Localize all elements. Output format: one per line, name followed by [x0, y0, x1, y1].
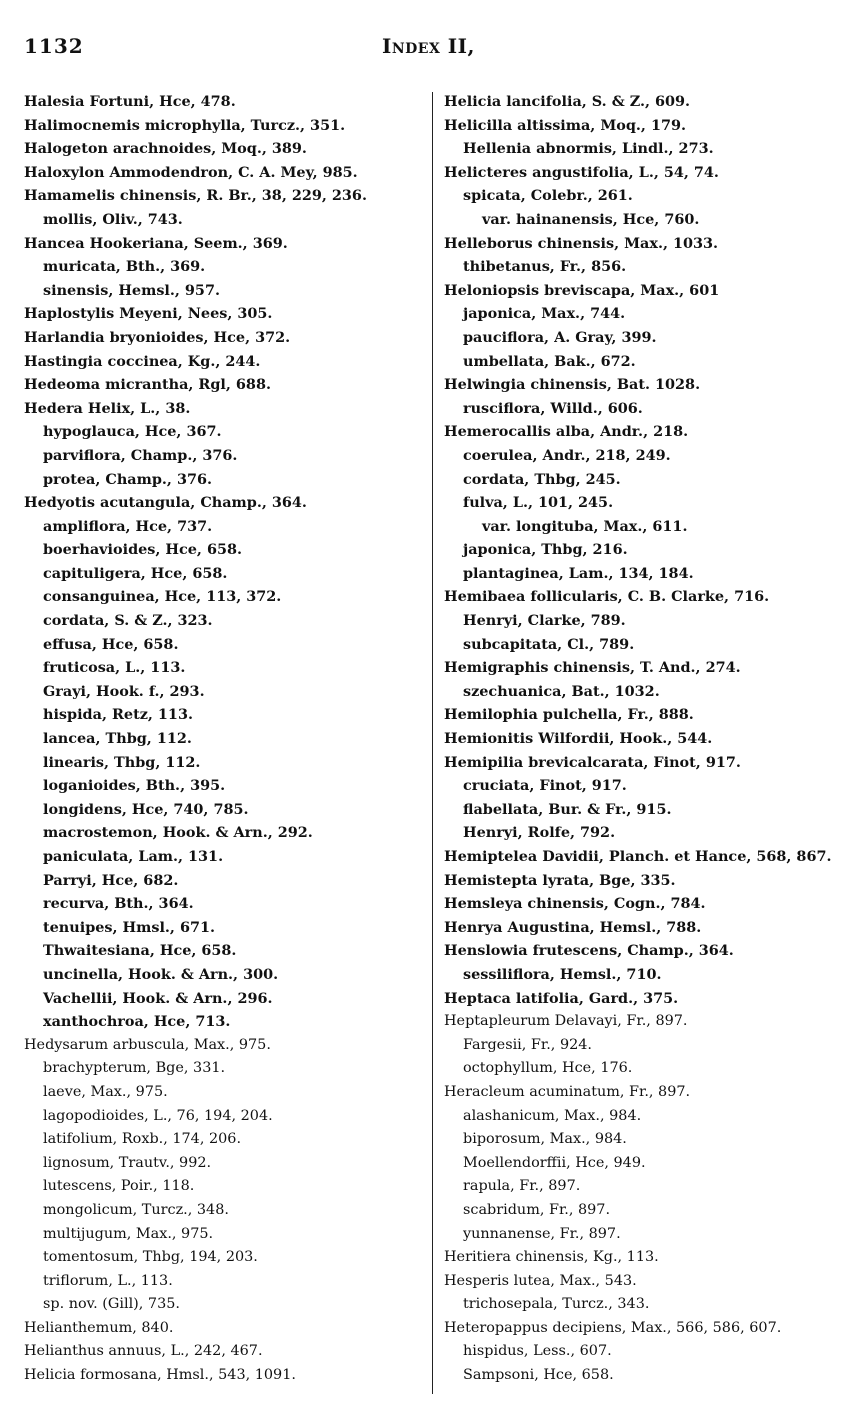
index-subentry: protea, Champ., 376. [43, 470, 212, 488]
index-entry: Hemigraphis chinensis, T. And., 274. [444, 659, 741, 677]
index-entry: Halogeton arachnoides, Moq., 389. [24, 140, 307, 158]
index-entry: Hamamelis chinensis, R. Br., 38, 229, 236. [24, 187, 367, 205]
index-entry: Hancea Hookeriana, Seem., 369. [24, 234, 288, 252]
index-subentry: latifolium, Roxb., 174, 206. [43, 1131, 242, 1148]
index-subentry: hypoglauca, Hce, 367. [43, 423, 222, 441]
index-entry: Harlandia bryonioides, Hce, 372. [24, 328, 291, 346]
index-subentry: tenuipes, Hmsl., 671. [43, 918, 216, 936]
index-entry: Heteropappus decipiens, Max., 566, 586, 607. [444, 1319, 782, 1336]
index-entry: Helianthemum, 840. [24, 1319, 174, 1336]
index-subentry: cruciata, Finot, 917. [463, 777, 627, 795]
index-subentry: longidens, Hce, 740, 785. [43, 800, 249, 818]
index-subentry: Fargesii, Fr., 924. [463, 1036, 592, 1053]
index-subentry: macrostemon, Hook. & Arn., 292. [43, 824, 313, 842]
index-subentry: fulva, L., 101, 245. [463, 494, 614, 512]
index-entry: Hastingia coccinea, Kg., 244. [24, 352, 261, 370]
index-entry: Heloniopsis breviscapa, Max., 601 [444, 281, 720, 299]
index-subentry: octophyllum, Hce, 176. [463, 1060, 633, 1077]
index-subentry: sinensis, Hemsl., 957. [43, 281, 220, 299]
index-subentry: cordata, Thbg, 245. [463, 470, 621, 488]
index-subentry: mongolicum, Turcz., 348. [43, 1201, 229, 1218]
index-subentry: japonica, Thbg, 216. [463, 541, 628, 559]
index-subentry: coerulea, Andr., 218, 249. [463, 446, 671, 464]
index-entry: Heptaca latifolia, Gard., 375. [444, 989, 679, 1007]
index-subentry: Hellenia abnormis, Lindl., 273. [463, 140, 714, 158]
index-entry: Hemistepta lyrata, Bge, 335. [444, 871, 676, 889]
page-header [24, 34, 824, 64]
index-subentry: capituligera, Hce, 658. [43, 564, 228, 582]
index-entry: Haplostylis Meyeni, Nees, 305. [24, 305, 273, 323]
index-subentry: parviflora, Champ., 376. [43, 446, 238, 464]
index-entry: Halimocnemis microphylla, Turcz., 351. [24, 116, 346, 134]
index-subentry: lutescens, Poir., 118. [43, 1178, 195, 1195]
index-entry: Heracleum acuminatum, Fr., 897. [444, 1083, 691, 1100]
index-subentry: consanguinea, Hce, 113, 372. [43, 588, 282, 606]
index-subentry: thibetanus, Fr., 856. [463, 258, 627, 276]
index-subentry: multijugum, Max., 975. [43, 1225, 214, 1242]
index-entry: Halesia Fortuni, Hce, 478. [24, 93, 236, 110]
index-subentry: lignosum, Trautv., 992. [43, 1154, 212, 1171]
index-subentry: boerhavioides, Hce, 658. [43, 541, 243, 559]
index-subentry: Thwaitesiana, Hce, 658. [43, 942, 237, 960]
index-entry: Hemipilia brevicalcarata, Finot, 917. [444, 753, 741, 771]
index-entry: Helwingia chinensis, Bat. 1028. [444, 376, 701, 394]
index-subentry: Vachellii, Hook. & Arn., 296. [43, 989, 273, 1007]
index-subentry: linearis, Thbg, 112. [43, 753, 201, 771]
index-subentry: rusciflora, Willd., 606. [463, 399, 643, 417]
page-number: 1132 [24, 34, 84, 58]
index-subentry: yunnanense, Fr., 897. [463, 1225, 621, 1242]
index-subentry: japonica, Max., 744. [463, 305, 626, 323]
index-subentry: mollis, Oliv., 743. [43, 210, 183, 228]
index-entry: Helianthus annuus, L., 242, 467. [24, 1343, 263, 1360]
index-entry: Hemiptelea Davidii, Planch. et Hance, 568, 867. [444, 848, 832, 865]
index-subentry: xanthochroa, Hce, 713. [43, 1013, 231, 1031]
index-entry: Haloxylon Ammodendron, C. A. Mey, 985. [24, 163, 358, 181]
index-subentry: ampliflora, Hce, 737. [43, 517, 213, 535]
index-entry: Heritiera chinensis, Kg., 113. [444, 1249, 659, 1266]
index-entry: Hesperis lutea, Max., 543. [444, 1272, 637, 1289]
index-subentry: Henryi, Clarke, 789. [463, 612, 626, 630]
index-subentry: szechuanica, Bat., 1032. [463, 682, 660, 700]
index-entry: Helicia lancifolia, S. & Z., 609. [444, 93, 691, 110]
index-subentry: sessiliflora, Hemsl., 710. [463, 965, 662, 983]
index-entry: Hemerocallis alba, Andr., 218. [444, 423, 689, 441]
index-subentry: alashanicum, Max., 984. [463, 1107, 642, 1124]
index-subentry: effusa, Hce, 658. [43, 635, 179, 653]
index-subentry: umbellata, Bak., 672. [463, 352, 636, 370]
index-entry: Heptapleurum Delavayi, Fr., 897. [444, 1013, 688, 1030]
index-entry: Henrya Augustina, Hemsl., 788. [444, 918, 702, 936]
index-subentry: Parryi, Hce, 682. [43, 871, 179, 889]
index-entry: Hedera Helix, L., 38. [24, 399, 191, 417]
index-entry: Hemibaea follicularis, C. B. Clarke, 716. [444, 588, 770, 606]
index-subentry: hispida, Retz, 113. [43, 706, 193, 724]
index-subentry: lancea, Thbg, 112. [43, 730, 192, 748]
index-subentry: plantaginea, Lam., 134, 184. [463, 564, 694, 582]
index-subentry: rapula, Fr., 897. [463, 1178, 581, 1195]
index-subentry: loganioides, Bth., 395. [43, 777, 226, 795]
index-subentry: uncinella, Hook. & Arn., 300. [43, 965, 279, 983]
index-entry: Helleborus chinensis, Max., 1033. [444, 234, 719, 252]
index-subentry: Moellendorffii, Hce, 949. [463, 1154, 646, 1171]
index-entry: Henslowia frutescens, Champ., 364. [444, 942, 734, 960]
index-subentry: var. longituba, Max., 611. [482, 517, 688, 535]
index-subentry: cordata, S. & Z., 323. [43, 612, 213, 630]
index-subentry: var. hainanensis, Hce, 760. [482, 210, 700, 228]
index-subentry: sp. nov. (Gill), 735. [43, 1296, 180, 1313]
index-subentry: Grayi, Hook. f., 293. [43, 682, 205, 700]
index-subentry: subcapitata, Cl., 789. [463, 635, 635, 653]
index-subentry: fruticosa, L., 113. [43, 659, 186, 677]
index-subentry: brachypterum, Bge, 331. [43, 1060, 226, 1077]
index-subentry: Henryi, Rolfe, 792. [463, 824, 616, 842]
index-subentry: trichosepala, Turcz., 343. [463, 1296, 650, 1313]
index-subentry: scabridum, Fr., 897. [463, 1201, 611, 1218]
index-subentry: spicata, Colebr., 261. [463, 187, 633, 205]
index-subentry: muricata, Bth., 369. [43, 258, 206, 276]
index-entry: Hedyotis acutangula, Champ., 364. [24, 494, 307, 512]
index-subentry: triflorum, L., 113. [43, 1272, 173, 1289]
index-column-right [444, 90, 844, 1388]
index-subentry: recurva, Bth., 364. [43, 895, 194, 913]
index-subentry: biporosum, Max., 984. [463, 1131, 627, 1148]
column-divider [432, 92, 433, 1394]
index-entry: Hemionitis Wilfordii, Hook., 544. [444, 730, 713, 748]
index-entry: Hedysarum arbuscula, Max., 975. [24, 1036, 271, 1053]
index-subentry: paniculata, Lam., 131. [43, 848, 224, 865]
index-subentry: laeve, Max., 975. [43, 1083, 168, 1100]
index-subentry: tomentosum, Thbg, 194, 203. [43, 1249, 258, 1266]
index-subentry: pauciflora, A. Gray, 399. [463, 328, 657, 346]
index-entry: Hemilophia pulchella, Fr., 888. [444, 706, 694, 724]
index-entry: Hemsleya chinensis, Cogn., 784. [444, 895, 706, 913]
running-head: Index II, [382, 34, 475, 58]
index-subentry: Sampsoni, Hce, 658. [463, 1367, 614, 1384]
index-entry: Helicia formosana, Hmsl., 543, 1091. [24, 1367, 296, 1384]
index-subentry: hispidus, Less., 607. [463, 1343, 612, 1360]
index-entry: Helicilla altissima, Moq., 179. [444, 116, 686, 134]
index-column-left [24, 90, 424, 1388]
index-subentry: lagopodioides, L., 76, 194, 204. [43, 1107, 273, 1124]
index-subentry: flabellata, Bur. & Fr., 915. [463, 800, 672, 818]
index-entry: Hedeoma micrantha, Rgl, 688. [24, 376, 271, 394]
index-entry: Helicteres angustifolia, L., 54, 74. [444, 163, 719, 181]
